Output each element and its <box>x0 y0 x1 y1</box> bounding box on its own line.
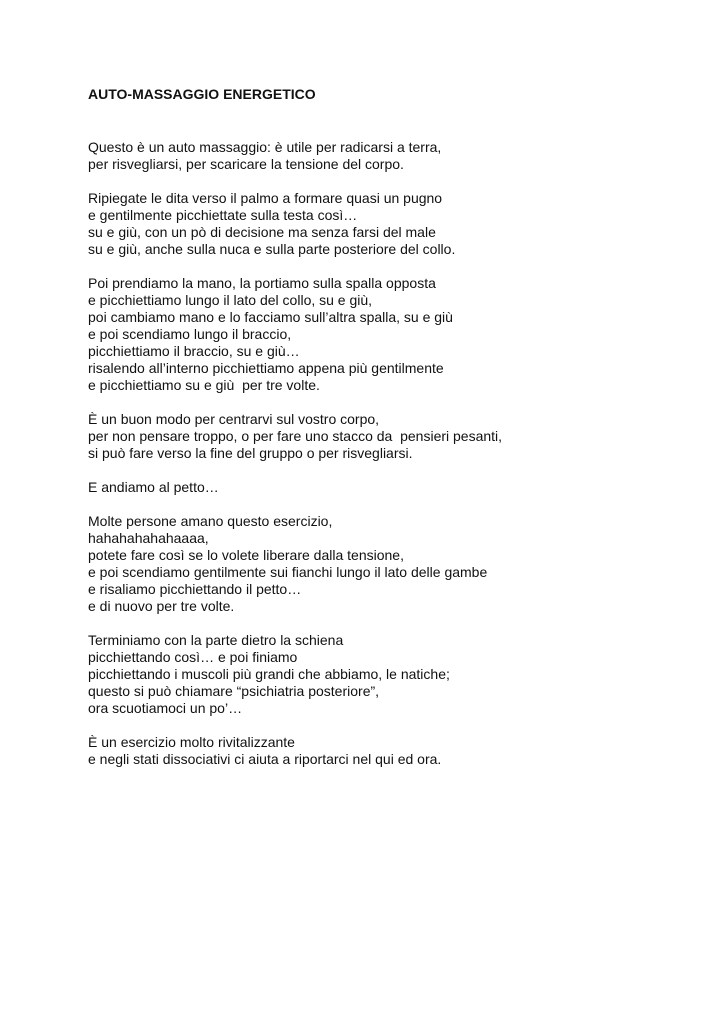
document-title: AUTO-MASSAGGIO ENERGETICO <box>88 86 316 102</box>
text-line: poi cambiamo mano e lo facciamo sull’altra spalla, su e giù <box>88 309 453 325</box>
text-line: per risvegliarsi, per scaricare la tensione del corpo. <box>88 156 404 172</box>
text-line: Terminiamo con la parte dietro la schiena <box>88 632 344 648</box>
paragraph <box>88 632 708 717</box>
text-line: e negli stati dissociativi ci aiuta a riportarci nel qui ed ora. <box>88 751 442 767</box>
text-line: potete fare così se lo volete liberare dalla tensione, <box>88 547 404 563</box>
text-line: risalendo all’interno picchiettiamo appena più gentilmente <box>88 360 444 376</box>
text-line: E andiamo al petto… <box>88 479 219 495</box>
text-line: questo si può chiamare “psichiatria posteriore”, <box>88 683 380 699</box>
paragraph <box>88 275 708 394</box>
text-line: e risaliamo picchiettando il petto… <box>88 581 302 597</box>
text-line: e poi scendiamo gentilmente sui fianchi lungo il lato delle gambe <box>88 564 488 580</box>
text-line: e picchiettiamo su e giù per tre volte. <box>88 377 320 393</box>
text-line: e gentilmente picchiettate sulla testa così… <box>88 207 358 223</box>
text-line: per non pensare troppo, o per fare uno stacco da pensieri pesanti, <box>88 428 503 444</box>
text-line: Poi prendiamo la mano, la portiamo sulla spalla opposta <box>88 275 436 291</box>
paragraph <box>88 734 708 768</box>
paragraph <box>88 513 708 615</box>
text-line: Ripiegate le dita verso il palmo a formare quasi un pugno <box>88 190 443 206</box>
text-line: picchiettiamo il braccio, su e giù… <box>88 343 300 359</box>
text-line: picchiettando così… e poi finiamo <box>88 649 298 665</box>
text-line: picchiettando i muscoli più grandi che abbiamo, le natiche; <box>88 666 450 682</box>
text-line: su e giù, con un pò di decisione ma senza farsi del male <box>88 224 436 240</box>
text-line: e di nuovo per tre volte. <box>88 598 235 614</box>
text-line: È un esercizio molto rivitalizzante <box>88 734 295 750</box>
paragraph <box>88 411 708 462</box>
paragraph <box>88 190 708 258</box>
text-line: si può fare verso la fine del gruppo o per risvegliarsi. <box>88 445 413 461</box>
text-line: È un buon modo per centrarvi sul vostro corpo, <box>88 411 380 427</box>
document-page <box>88 86 708 785</box>
paragraph <box>88 139 708 173</box>
text-line: Questo è un auto massaggio: è utile per radicarsi a terra, <box>88 139 442 155</box>
paragraph <box>88 479 708 496</box>
document-body <box>88 139 708 768</box>
text-line: e poi scendiamo lungo il braccio, <box>88 326 292 342</box>
text-line: hahahahahahaaaa, <box>88 530 209 546</box>
text-line: su e giù, anche sulla nuca e sulla parte posteriore del collo. <box>88 241 456 257</box>
text-line: Molte persone amano questo esercizio, <box>88 513 333 529</box>
text-line: ora scuotiamoci un po’… <box>88 700 243 716</box>
text-line: e picchiettiamo lungo il lato del collo, su e giù, <box>88 292 373 308</box>
